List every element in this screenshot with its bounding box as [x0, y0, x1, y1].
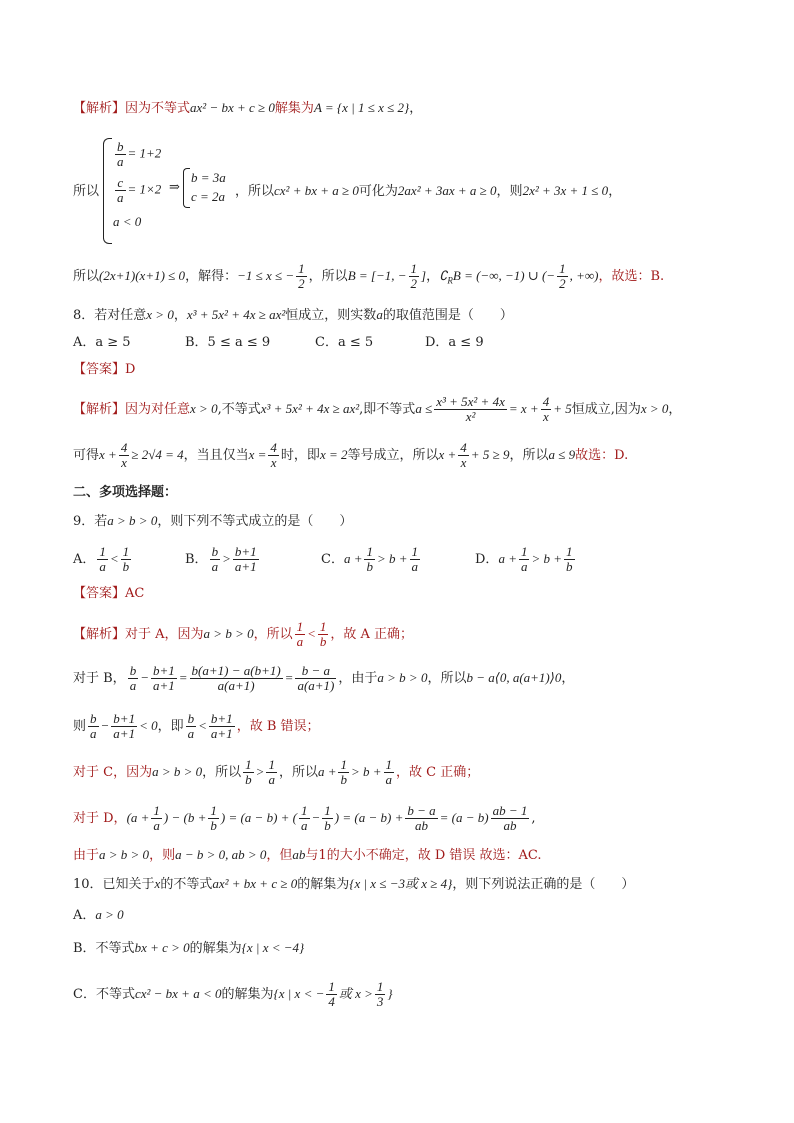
analysis-8-line-1: 【解析】因为对任意x > 0,不等式x³ + 5x² + 4x ≥ ax²,即不等式a ≤ $\frac{\text{x³ + 5x² + 4x}}{\text{x²}}$ = x + $\frac{4}{x}$ + 5恒成立,因为x > 0， — [73, 394, 682, 424]
equation-system: 所以 $\frac{b}{a}$ = 1+2 $\frac{c}{a}$ = 1×2 a < 0 ⇒ b = 3a c = 2a ，所以cx² + bx + a ≥ 0可化为2ax² + 3ax + a ≥ 0，则2x² + 3x + 1 ≤ 0， — [73, 138, 633, 244]
question-10: 10．已知关于x的不等式ax² + bx + c ≥ 0的解集为{x | x ≤ −3或 x ≥ 4}，则下列说法正确的是（ ） — [73, 876, 635, 892]
option-b: B． $\frac{b}{a}$ > $\frac{b+1}{a+1}$ — [185, 544, 257, 574]
question-10-option-a: A．a > 0 — [73, 907, 124, 923]
brace — [103, 138, 112, 244]
answer-8: 【答案】D — [73, 362, 136, 377]
option-d: D．a + $\frac{1}{a}$ > b + $\frac{1}{b}$ — [475, 544, 573, 574]
answer-9: 【答案】AC — [73, 586, 145, 601]
analysis-8-line-2: 可得x + $\frac{4}{x}$ ≥ 2√4 = 4，当且仅当x = $\frac{4}{x}$ 时，即x = 2等号成立，所以x + $\frac{4}{x}$ + 5 ≥ 9，所以a ≤ 9故选：D. — [73, 440, 629, 470]
option-c: C．a + $\frac{1}{b}$ > b + $\frac{1}{a}$ — [321, 544, 419, 574]
option-b: B．5 ≤ a ≤ 9 — [185, 335, 271, 350]
question-10-option-c: C．不等式cx² − bx + a < 0的解集为{x | x < − $\frac{1}{4}$ 或 x > $\frac{1}{3}$ } — [73, 979, 393, 1009]
analysis-9-a: 【解析】对于 A，因为a > b > 0，所以 $\frac{1}{a}$ < $\frac{1}{b}$ ，故 A 正确； — [73, 619, 414, 649]
analysis-tag: 【解析】 — [73, 101, 126, 116]
solution-line-1: 【解析】因为不等式ax² − bx + c ≥ 0解集为A = {x | 1 ≤ x ≤ 2}， — [73, 100, 423, 116]
analysis-9-e: 对于 D，(a + $\frac{1}{a}$ ) − (b + $\frac{1}{b}$ ) = (a − b) + ( $\frac{1}{a}$ − $\frac{1}{b}$ ) = (a − b) + $\frac{b - a}{ab}$ = (a − b) $\frac{ab - 1}{ab}$ , — [73, 803, 536, 833]
question-9: 9．若a > b > 0，则下列不等式成立的是（ ） — [73, 513, 353, 529]
analysis-9-d: 对于 C，因为a > b > 0，所以 $\frac{1}{b}$ > $\frac{1}{a}$ ，所以a + $\frac{1}{b}$ > b + $\frac{1}{a}$ ，故 C 正确； — [73, 757, 480, 787]
option-a: A．a ≥ 5 — [73, 335, 131, 350]
option-d: D．a ≤ 9 — [425, 335, 484, 350]
analysis-9-c: 则 $\frac{b}{a}$ − $\frac{b+1}{a+1}$ < 0，即 $\frac{b}{a}$ < $\frac{b+1}{a+1}$ ，故 B 错误； — [73, 711, 320, 741]
question-10-option-b: B．不等式bx + c > 0的解集为{x | x < −4} — [73, 940, 305, 956]
solution-line-3: 所以(2x+1)(x+1) ≤ 0，解得：−1 ≤ x ≤ − $\frac{1}{2}$ ，所以B = [−1, − $\frac{1}{2}$ ]，$∁_RB$ = (−∞, −1) ∪ (− $\frac{1}{2}$ , +∞)，故选：B. — [73, 261, 665, 291]
question-8: 8．若对任意x > 0，x³ + 5x² + 4x ≥ ax²恒成立，则实数a的取值范围是（ ） — [73, 307, 513, 323]
analysis-9-f: 由于a > b > 0，则a − b > 0, ab > 0，但ab与1的大小不确定，故 D 错误 故选：AC. — [73, 847, 542, 863]
option-a: A． $\frac{1}{a}$ < $\frac{1}{b}$ — [73, 544, 130, 574]
question-8-options — [73, 333, 484, 353]
analysis-9-b: 对于 B， $\frac{b}{a}$ − $\frac{b+1}{a+1}$ = $\frac{b(a+1) - a(b+1)}{a(a+1)}$ = $\frac{b - a}{a(a+1)}$ ，由于a > b > 0，所以b − a⟨0, a(a+1)⟩0， — [73, 663, 575, 693]
section-heading: 二、多项选择题： — [73, 485, 178, 500]
option-c: C．a ≤ 5 — [315, 335, 374, 350]
question-9-options — [73, 545, 577, 574]
